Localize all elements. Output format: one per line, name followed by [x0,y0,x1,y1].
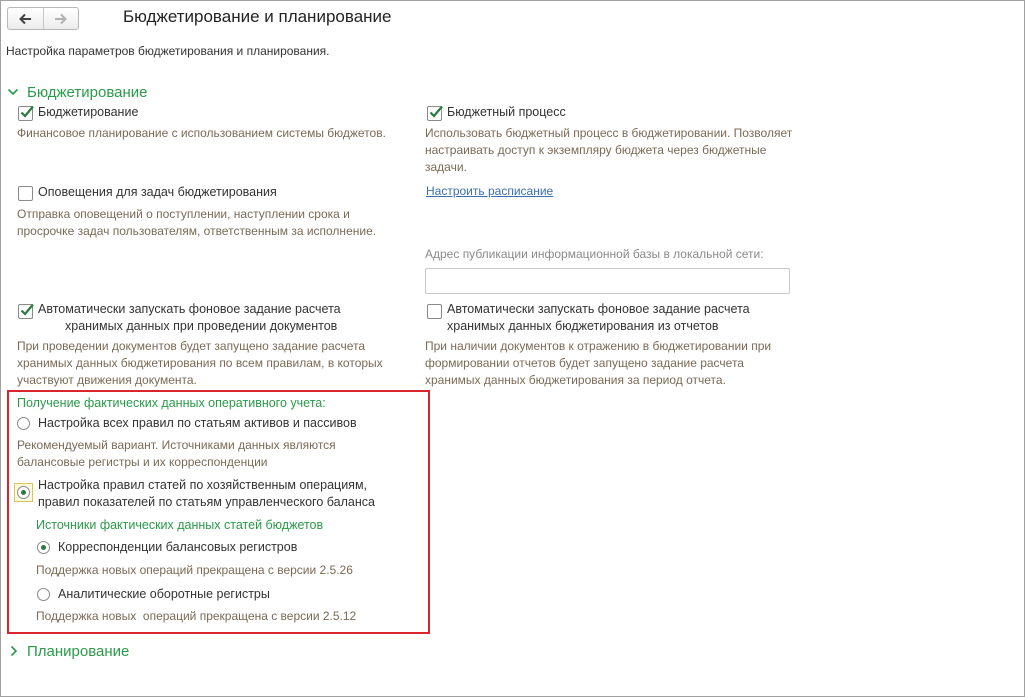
publication-address-label: Адрес публикации информационной базы в локальной сети: [425,247,764,261]
radio-selected-dot [41,545,46,550]
page-title: Бюджетирование и планирование [123,7,392,26]
auto-calc-documents-label [38,301,341,335]
chevron-down-icon [7,87,19,97]
arrow-right-icon [54,13,68,25]
notifications-checkbox[interactable] [18,186,33,201]
all-rules-desc-line: балансовые регистры и их корреспонденции [17,455,268,469]
auto-calc-documents-label-line: Автоматически запускать фоновое задание расчета [38,302,341,316]
all-rules-desc-line: Рекомендуемый вариант. Источниками данных являются [17,438,336,452]
budgeting-label: Бюджетирование [38,105,139,119]
analytic-label: Аналитические оборотные регистры [58,587,270,601]
navigation-buttons [7,7,79,30]
section-budgeting-toggle[interactable] [7,83,147,101]
business-ops-label-line: правил показателей по статьям управленческого баланса [38,495,375,509]
auto-calc-reports-label [447,301,750,335]
notifications-description [17,206,376,240]
correspondence-radio[interactable] [37,541,50,554]
auto-calc-documents-description [17,338,383,389]
auto-calc-reports-checkbox[interactable] [427,304,442,319]
radio-selected-dot [21,490,26,495]
checkmark-icon [428,104,444,120]
publication-address-input[interactable] [425,268,790,294]
page-subtitle: Настройка параметров бюджетирования и планирования. [6,44,330,58]
budgeting-checkbox[interactable] [18,106,33,121]
auto-calc-reports-description [425,338,771,389]
section-planning-title: Планирование [27,642,130,660]
analytic-radio[interactable] [37,588,50,601]
auto-calc-reports-desc-line: формировании отчетов будет запущено задание расчета [425,356,744,370]
correspondence-description: Поддержка новых операций прекращена с версии 2.5.26 [36,563,353,577]
budget-process-desc-line: задачи. [425,160,467,174]
chevron-right-icon [9,645,19,657]
section-planning-toggle[interactable] [9,642,129,660]
all-rules-label: Настройка всех правил по статьям активов и пассивов [38,416,357,430]
all-rules-radio[interactable] [17,417,30,430]
budget-process-description [425,125,792,176]
budget-process-desc-line: Использовать бюджетный процесс в бюджетировании. Позволяет [425,126,793,140]
notifications-desc-line: Отправка оповещений о поступлении, наступлении срока и [17,207,350,221]
auto-calc-documents-desc-line: хранимых данных бюджетирования по всем правилам, в которых [17,356,383,370]
auto-calc-reports-label-line: хранимых данных бюджетирования из отчетов [447,319,719,333]
budgeting-description: Финансовое планирование с использованием системы бюджетов. [17,126,386,140]
sources-title: Источники фактических данных статей бюджетов [36,518,324,532]
auto-calc-reports-label-line: Автоматически запускать фоновое задание расчета [447,302,750,316]
all-rules-description [17,437,336,471]
back-button[interactable] [8,8,43,29]
checkmark-icon [19,302,35,318]
business-ops-label [38,477,375,511]
schedule-link[interactable]: Настроить расписание [426,184,554,198]
business-ops-radio[interactable] [17,486,30,499]
checkmark-icon [19,104,35,120]
notifications-label: Оповещения для задач бюджетирования [38,185,277,199]
auto-calc-documents-checkbox[interactable] [18,304,33,319]
auto-calc-documents-desc-line: участвуют движения документа. [17,373,197,387]
correspondence-label: Корреспонденции балансовых регистров [58,540,298,554]
auto-calc-documents-label-line: хранимых данных при проведении документов [65,319,338,333]
business-ops-label-line: Настройка правил статей по хозяйственным операциям, [38,478,368,492]
auto-calc-reports-desc-line: хранимых данных бюджетирования за период отчета. [425,373,726,387]
section-budgeting-title: Бюджетирование [27,83,148,101]
auto-calc-reports-desc-line: При наличии документов к отражению в бюджетировании при [425,339,772,353]
analytic-description: Поддержка новых операций прекращена с версии 2.5.12 [36,609,357,623]
arrow-left-icon [18,13,32,25]
notifications-desc-line: просрочке задач пользователям, ответственным за исполнение. [17,224,377,238]
actuals-group-title: Получение фактических данных оперативного учета: [17,396,326,410]
budget-process-label: Бюджетный процесс [447,105,566,119]
budget-process-checkbox[interactable] [427,106,442,121]
forward-button[interactable] [43,8,79,29]
budget-process-desc-line: настраивать доступ к экземпляру бюджета через бюджетные [425,143,767,157]
auto-calc-documents-desc-line: При проведении документов будет запущено задание расчета [17,339,366,353]
